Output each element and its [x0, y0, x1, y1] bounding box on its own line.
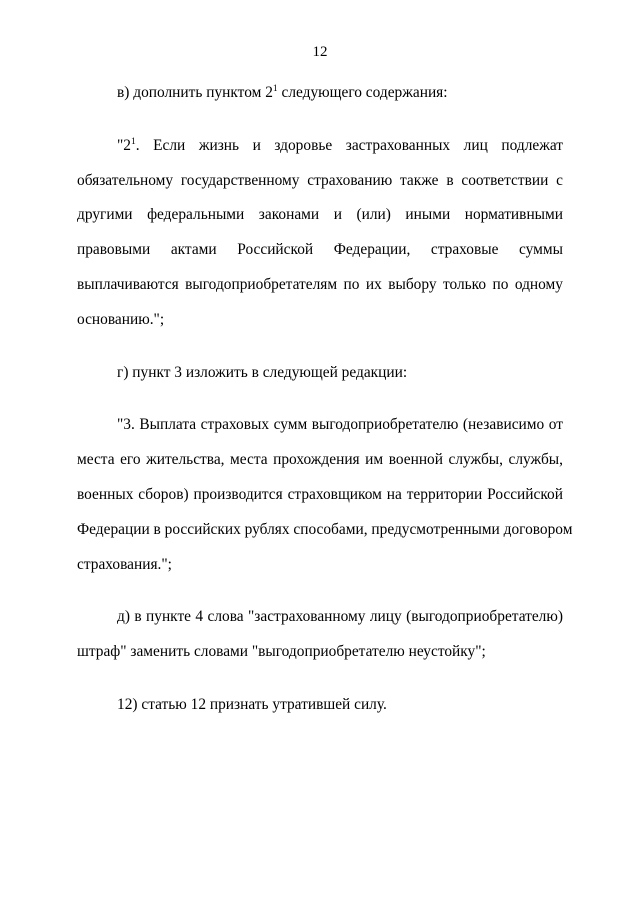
paragraph-quote-3-line-2: места его жительства, места прохождения им военной службы, службы,	[77, 451, 563, 469]
paragraph-quote-3-line-4: Федерации в российских рублях способами, предусмотренными договором	[77, 520, 573, 538]
paragraph-quote-3-line-3: военных сборов) производится страховщиком на территории Российской	[77, 485, 563, 503]
document-body	[77, 76, 573, 741]
paragraph-d-line-2: штраф" заменить словами "выгодоприобретателю неустойку";	[77, 643, 486, 661]
paragraph-quote-3-line-5: страхования.";	[77, 555, 172, 573]
paragraph-quote-2-1-line-6: основанию.";	[77, 310, 165, 328]
paragraph-quote-2-1	[77, 129, 563, 338]
paragraph-quote-2-1-line-5: выплачиваются выгодоприобретателям по их выбору только по одному	[77, 275, 563, 293]
paragraph-g: г) пункт 3 изложить в следующей редакции:	[117, 363, 408, 381]
paragraph-quote-3-line-1: "3. Выплата страховых сумм выгодоприобретателю (независимо от	[117, 416, 563, 434]
paragraph-v-text-2: следующего содержания:	[277, 84, 448, 101]
quote-2-1-prefix: "2	[117, 136, 131, 154]
paragraph-quote-2-1-line-4: правовыми актами Российской Федерации, страховые суммы	[77, 241, 563, 259]
paragraph-12: 12) статью 12 признать утратившей силу.	[117, 695, 387, 713]
paragraph-v	[77, 76, 563, 111]
paragraph-quote-2-1-line-3: другими федеральными законами и (или) иными нормативными	[77, 206, 563, 224]
superscript-1: 1	[272, 84, 278, 94]
paragraph-quote-2-1-line-1	[77, 129, 563, 164]
page-number: 12	[312, 44, 328, 60]
paragraph-quote-2-1-line-2: обязательному государственному страхованию также в соответствии с	[77, 171, 563, 189]
paragraph-d-line-1: д) в пункте 4 слова "застрахованному лицу (выгодоприобретателю)	[117, 608, 563, 626]
superscript-1: 1	[130, 136, 136, 147]
paragraph-quote-3	[77, 408, 573, 582]
paragraph-d	[77, 600, 563, 670]
paragraph-v-text-1: в) дополнить пунктом 2	[117, 84, 273, 101]
quote-2-1-line-1-text: . Если жизнь и здоровье застрахованных лиц подлежат	[135, 136, 563, 154]
